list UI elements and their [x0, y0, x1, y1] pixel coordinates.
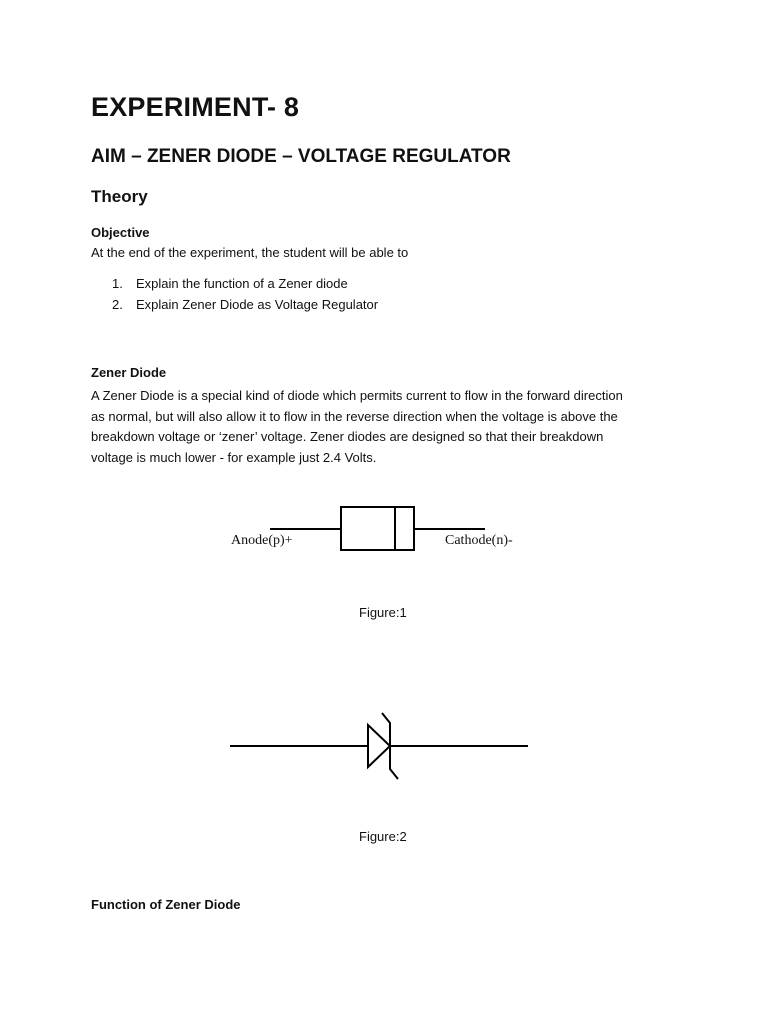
diode-triangle — [368, 725, 390, 767]
list-item — [112, 276, 378, 297]
function-heading: Function of Zener Diode — [91, 897, 241, 912]
paragraph-line: breakdown voltage or ‘zener’ voltage. Zener diodes are designed so that their breakdown — [91, 429, 604, 444]
list-number: 1. — [112, 276, 123, 291]
paragraph-line: A Zener Diode is a special kind of diode which permits current to flow in the forward direction — [91, 388, 623, 403]
list-item — [112, 297, 378, 318]
aim-heading: AIM – ZENER DIODE – VOLTAGE REGULATOR — [91, 146, 511, 167]
cathode-label: Cathode(n)- — [445, 533, 513, 548]
paragraph-line: as normal, but will also allow it to flow in the reverse direction when the voltage is above the — [91, 408, 618, 424]
anode-label: Anode(p)+ — [231, 533, 293, 548]
zener-heading: Zener Diode — [91, 365, 167, 380]
objective-heading: Objective — [91, 225, 150, 240]
figure-1-caption: Figure:1 — [359, 605, 407, 620]
figure-2-zener-symbol — [228, 705, 533, 785]
list-number: 2. — [112, 297, 123, 312]
zener-paragraph — [91, 386, 691, 468]
diode-body — [341, 507, 414, 550]
section-heading: Theory — [91, 187, 148, 206]
figure-2-caption: Figure:2 — [359, 829, 407, 844]
list-text: Explain Zener Diode as Voltage Regulator — [136, 297, 379, 312]
objective-list — [112, 276, 378, 318]
list-text: Explain the function of a Zener diode — [136, 276, 348, 291]
paragraph-line: voltage is much lower - for example just 2.4 Volts. — [91, 449, 377, 465]
objective-intro: At the end of the experiment, the student will be able to — [91, 245, 409, 260]
page-title: EXPERIMENT- 8 — [91, 92, 300, 122]
